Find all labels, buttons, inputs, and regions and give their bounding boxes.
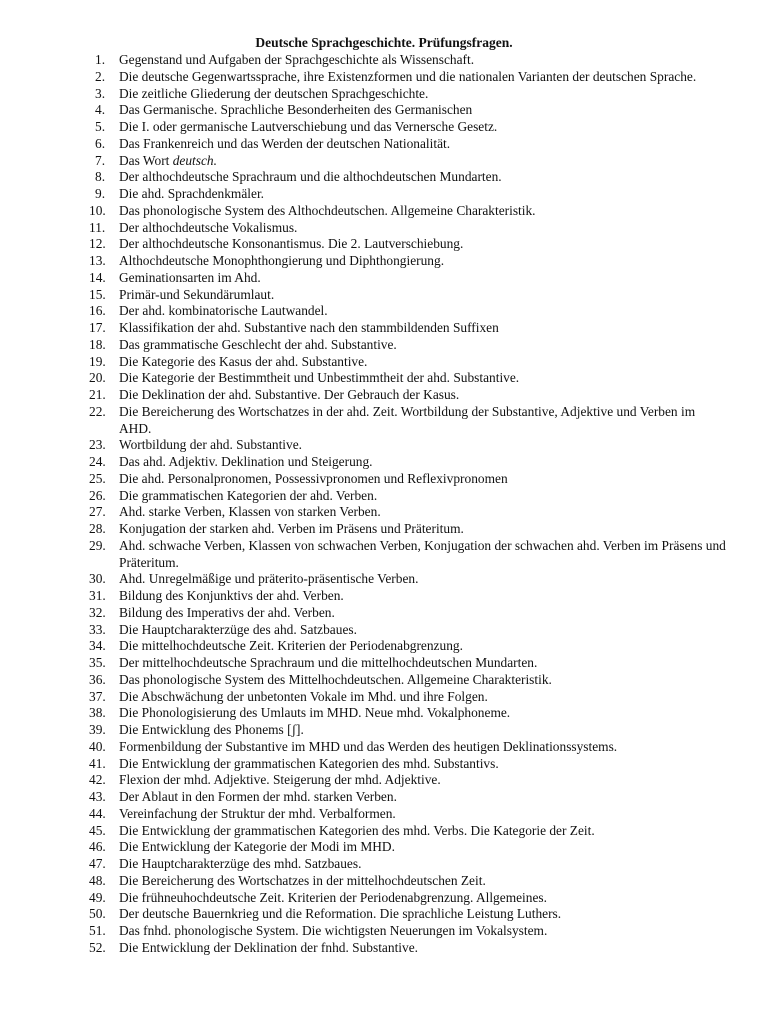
question-item (0, 119, 768, 136)
question-text: Der deutsche Bauernkrieg und die Reformation. Die sprachliche Leistung Luthers. (119, 906, 562, 922)
question-text: Ahd. Unregelmäßige und präterito-präsentische Verben. (119, 571, 419, 587)
question-item (0, 672, 768, 689)
question-text: Die Deklination der ahd. Substantive. Der Gebrauch der Kasus. (119, 387, 460, 402)
question-number: 36. (89, 671, 106, 687)
question-text: Die Entwicklung der grammatischen Kategorien des mhd. Verbs. Die Kategorie der Zeit. (119, 822, 595, 838)
question-item (0, 52, 768, 69)
question-text: Die Bereicherung des Wortschatzes in der mittelhochdeutschen Zeit. (119, 872, 486, 888)
question-item (0, 571, 768, 588)
question-text: Klassifikation der ahd. Substantive nach den stammbildenden Suffixen (119, 320, 499, 335)
question-text: Der Ablaut in den Formen der mhd. starken Verben. (119, 789, 397, 804)
question-number: 27. (89, 504, 106, 520)
question-number: 12. (89, 236, 106, 252)
question-item (0, 823, 768, 840)
question-text: Wortbildung der ahd. Substantive. (119, 437, 303, 453)
question-number: 7. (95, 152, 106, 168)
question-item (0, 253, 768, 270)
question-number: 38. (89, 705, 106, 721)
question-number: 39. (89, 722, 106, 737)
question-text: Flexion der mhd. Adjektive. Steigerung der mhd. Adjektive. (119, 772, 441, 788)
question-text: Der althochdeutsche Konsonantismus. Die 2. Lautverschiebung. (119, 236, 464, 252)
question-number: 37. (89, 688, 106, 704)
question-item (0, 303, 768, 320)
question-item (0, 588, 768, 605)
question-text: Die Hauptcharakterzüge des ahd. Satzbaues. (119, 621, 357, 637)
question-number: 51. (89, 923, 106, 938)
question-text: Der mittelhochdeutsche Sprachraum und die mittelhochdeutschen Mundarten. (119, 655, 538, 670)
question-number: 14. (89, 269, 106, 285)
question-number: 30. (89, 571, 106, 587)
question-text: Die ahd. Sprachdenkmäler. (119, 186, 265, 201)
question-text: Die Bereicherung des Wortschatzes in der ahd. Zeit. Wortbildung der Substantive, Adjektive und Verben im AHD. (119, 403, 696, 436)
question-text: Das fnhd. phonologische System. Die wichtigsten Neuerungen im Vokalsystem. (119, 923, 548, 938)
question-item (0, 923, 768, 940)
question-number: 4. (95, 102, 106, 118)
question-item (0, 186, 768, 203)
question-text: Die ahd. Personalpronomen, Possessivpronomen und Reflexivpronomen (119, 470, 508, 486)
question-number: 33. (89, 621, 106, 637)
question-item (0, 722, 768, 739)
question-text: Der ahd. kombinatorische Lautwandel. (119, 303, 328, 319)
question-text: Der althochdeutsche Sprachraum und die althochdeutschen Mundarten. (119, 169, 502, 185)
question-item (0, 337, 768, 354)
question-text: Bildung des Konjunktivs der ahd. Verben. (119, 588, 344, 603)
question-item (0, 169, 768, 186)
question-item (0, 236, 768, 253)
question-item (0, 203, 768, 220)
exam-question-list (0, 52, 768, 957)
question-item (0, 387, 768, 404)
question-item (0, 739, 768, 756)
question-item (0, 856, 768, 873)
question-item (0, 806, 768, 823)
question-text: Die Phonologisierung des Umlauts im MHD. Neue mhd. Vokalphoneme. (119, 705, 511, 721)
question-number: 11. (89, 219, 106, 235)
question-text: Die mittelhochdeutsche Zeit. Kriterien der Periodenabgrenzung. (119, 638, 463, 654)
question-item (0, 689, 768, 706)
question-text: Die grammatischen Kategorien der ahd. Verben. (119, 487, 378, 503)
question-item (0, 69, 768, 86)
question-number: 13. (89, 253, 106, 268)
question-item (0, 404, 768, 438)
question-text: Die zeitliche Gliederung der deutschen Sprachgeschichte. (119, 85, 429, 101)
question-text: Ahd. starke Verben, Klassen von starken Verben. (119, 504, 381, 520)
question-number: 23. (89, 437, 106, 453)
question-number: 9. (95, 186, 106, 201)
question-item (0, 220, 768, 237)
question-item (0, 454, 768, 471)
question-number: 44. (89, 805, 106, 821)
question-number: 15. (89, 286, 106, 302)
question-number: 31. (89, 588, 106, 603)
question-number: 18. (89, 336, 106, 352)
question-text: Die Kategorie des Kasus der ahd. Substantive. (119, 353, 368, 369)
question-item (0, 538, 768, 572)
question-text: Die Entwicklung der Deklination der fnhd. Substantive. (119, 939, 418, 955)
question-item (0, 370, 768, 387)
question-item (0, 504, 768, 521)
question-text: Die Kategorie der Bestimmtheit und Unbestimmtheit der ahd. Substantive. (119, 370, 520, 386)
question-item (0, 521, 768, 538)
question-text: Althochdeutsche Monophthongierung und Diphthongierung. (119, 253, 445, 268)
question-text: Vereinfachung der Struktur der mhd. Verbalformen. (119, 805, 396, 821)
question-text: Die Abschwächung der unbetonten Vokale im Mhd. und ihre Folgen. (119, 688, 488, 704)
question-number: 28. (89, 521, 106, 536)
question-text: Der althochdeutsche Vokalismus. (119, 219, 298, 235)
question-item (0, 906, 768, 923)
question-number: 43. (89, 789, 106, 804)
question-number: 2. (95, 68, 106, 84)
question-item (0, 705, 768, 722)
question-item (0, 488, 768, 505)
question-text: Das grammatische Geschlecht der ahd. Substantive. (119, 336, 397, 352)
question-text: Die deutsche Gegenwartssprache, ihre Existenzformen und die nationalen Varianten der deutschen Sprache. (119, 68, 697, 84)
question-number: 1. (95, 52, 106, 67)
question-number: 47. (89, 856, 106, 871)
question-number: 52. (89, 939, 106, 955)
question-item (0, 287, 768, 304)
question-number: 48. (89, 872, 106, 888)
question-number: 35. (89, 655, 106, 670)
question-number: 29. (89, 537, 106, 553)
question-text: Die Entwicklung der grammatischen Kategorien des mhd. Substantivs. (119, 755, 499, 771)
question-number: 34. (89, 638, 106, 654)
question-text: Die I. oder germanische Lautverschiebung und das Vernersche Gesetz. (119, 119, 498, 134)
question-item (0, 437, 768, 454)
question-item (0, 873, 768, 890)
question-number: 42. (89, 772, 106, 788)
question-text: Die frühneuhochdeutsche Zeit. Kriterien der Periodenabgrenzung. Allgemeines. (119, 889, 547, 905)
question-number: 19. (89, 353, 106, 369)
question-text: Das phonologische System des Mittelhochdeutschen. Allgemeine Charakteristik. (119, 671, 552, 687)
question-italic-term: deutsch. (172, 152, 217, 168)
question-number: 5. (95, 119, 106, 134)
question-number: 6. (95, 135, 106, 151)
question-text: Primär-und Sekundärumlaut. (119, 286, 275, 302)
question-number: 40. (89, 738, 106, 754)
question-number: 22. (89, 403, 106, 419)
question-item (0, 655, 768, 672)
question-item (0, 354, 768, 371)
question-item (0, 605, 768, 622)
question-number: 49. (89, 889, 106, 905)
question-text: Das Germanische. Sprachliche Besonderheiten des Germanischen (119, 102, 473, 118)
question-item (0, 772, 768, 789)
question-text: Die Entwicklung der Kategorie der Modi im MHD. (119, 839, 395, 855)
question-item (0, 839, 768, 856)
question-text: Das Frankenreich und das Werden der deutschen Nationalität. (119, 135, 451, 151)
question-number: 25. (89, 470, 106, 486)
question-text: Gegenstand und Aufgaben der Sprachgeschichte als Wissenschaft. (119, 52, 475, 67)
question-item (0, 940, 768, 957)
question-text: Konjugation der starken ahd. Verben im Präsens und Präteritum. (119, 521, 464, 536)
question-item (0, 756, 768, 773)
question-number: 41. (89, 755, 106, 771)
question-text: Formenbildung der Substantive im MHD und das Werden des heutigen Deklinationssystems. (119, 738, 618, 754)
question-item (0, 471, 768, 488)
question-number: 50. (89, 906, 106, 922)
question-number: 20. (89, 370, 106, 386)
question-number: 16. (89, 303, 106, 319)
question-item (0, 86, 768, 103)
question-item (0, 102, 768, 119)
question-text: Die Entwicklung des Phonems [ʃ]. (119, 722, 304, 737)
question-number: 46. (89, 839, 106, 855)
question-number: 17. (89, 320, 106, 335)
question-item (0, 153, 768, 170)
question-item (0, 622, 768, 639)
question-text: Bildung des Imperativs der ahd. Verben. (119, 604, 335, 620)
question-text: Das Wort (119, 152, 173, 168)
question-number: 45. (89, 822, 106, 838)
question-number: 32. (89, 604, 106, 620)
question-item (0, 789, 768, 806)
question-number: 21. (89, 387, 106, 402)
question-text: Das phonologische System des Althochdeutschen. Allgemeine Charakteristik. (119, 202, 536, 218)
question-number: 10. (89, 202, 106, 218)
question-item (0, 270, 768, 287)
question-number: 26. (89, 487, 106, 503)
question-text: Die Hauptcharakterzüge des mhd. Satzbaues. (119, 856, 362, 871)
question-number: 8. (95, 169, 106, 185)
question-number: 3. (95, 85, 106, 101)
question-item (0, 136, 768, 153)
question-item (0, 890, 768, 907)
document-title: Deutsche Sprachgeschichte. Prüfungsfragen. (255, 35, 513, 50)
question-text: Ahd. schwache Verben, Klassen von schwachen Verben, Konjugation der schwachen ahd. Verben im Präsens und Präteritum. (119, 537, 726, 570)
question-text: Das ahd. Adjektiv. Deklination und Steigerung. (119, 454, 373, 469)
question-item (0, 320, 768, 337)
question-number: 24. (89, 454, 106, 469)
question-text: Geminationsarten im Ahd. (119, 269, 261, 285)
question-item (0, 638, 768, 655)
